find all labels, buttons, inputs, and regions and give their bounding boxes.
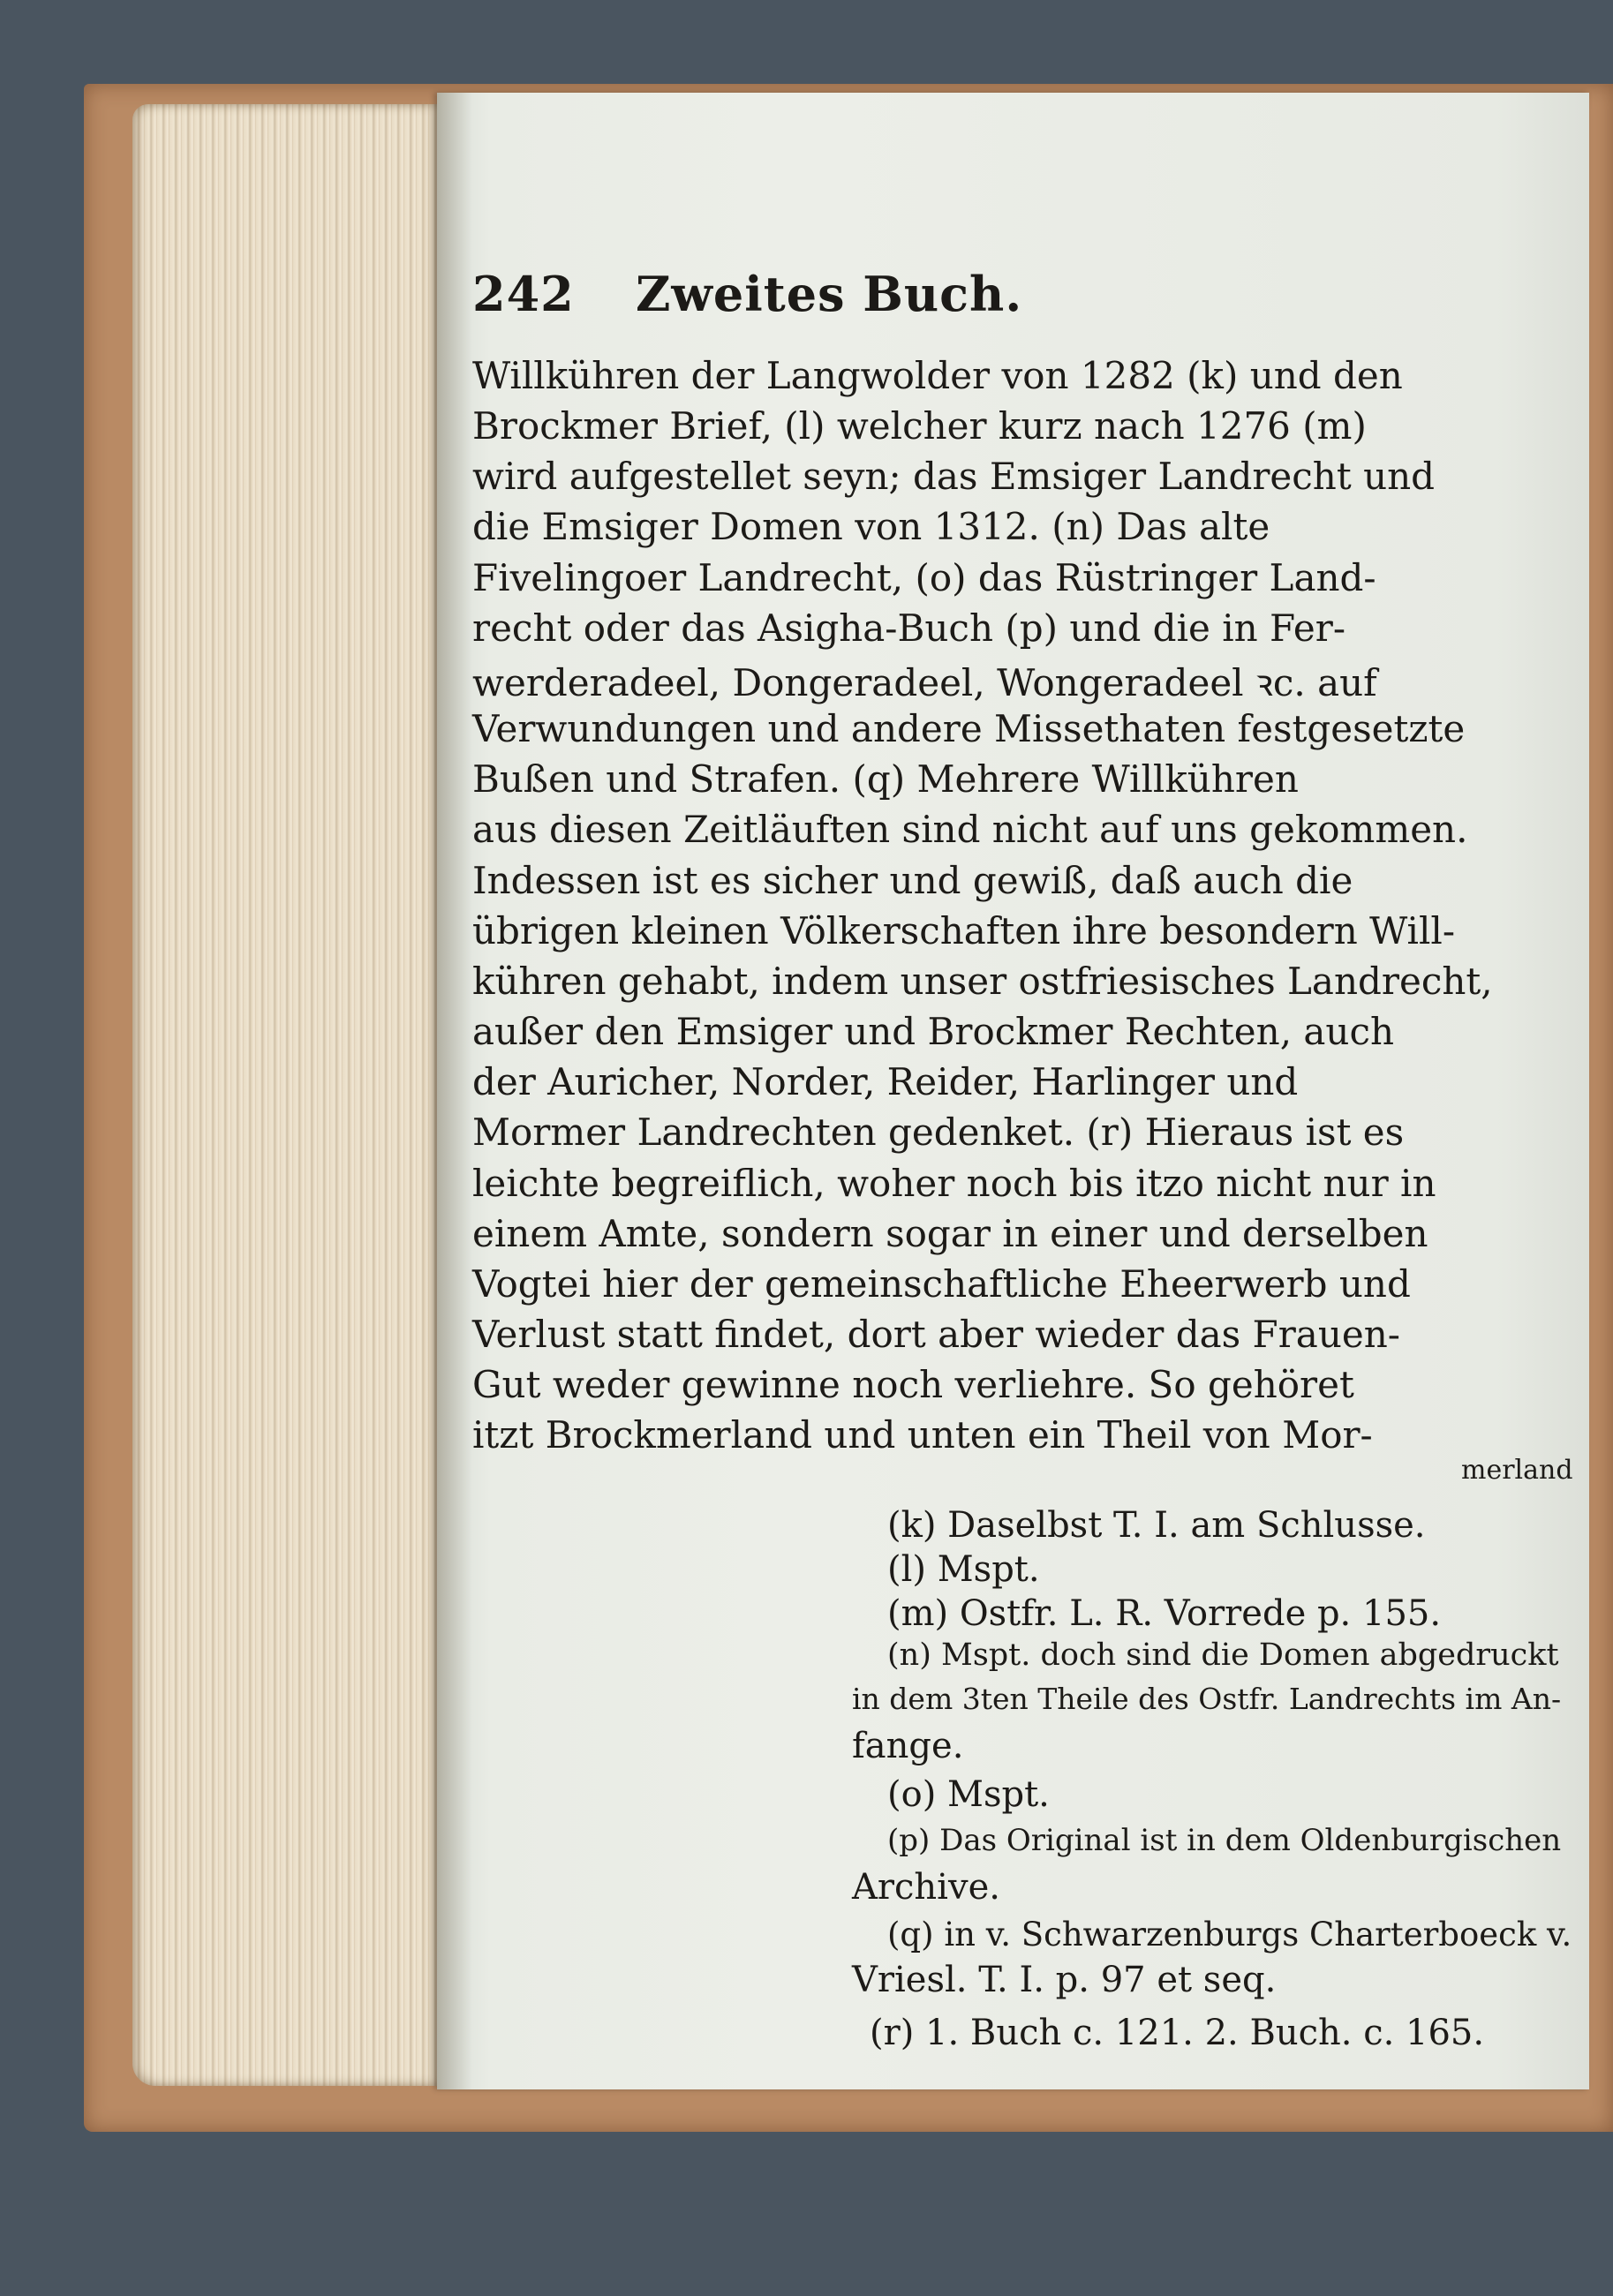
- body-line: Brockmer Brief, (l) welcher kurz nach 1276 (m): [472, 404, 1367, 448]
- footnote-line: Vriesl. T. I. p. 97 et seq.: [852, 1960, 1277, 2000]
- body-line: übrigen kleinen Völkerschaften ihre besondern Will-: [472, 909, 1456, 952]
- body-line: Verwundungen und andere Missethaten festgesetzte: [472, 707, 1466, 750]
- page-number: 242: [472, 266, 575, 322]
- body-line: Indessen ist es sicher und gewiß, daß auch die: [472, 859, 1353, 902]
- footnote-line: (p) Das Original ist in dem Oldenburgischen: [887, 1823, 1562, 1858]
- body-line: Verlust statt findet, dort aber wieder das Frauen-: [472, 1313, 1400, 1356]
- body-line: der Auricher, Norder, Reider, Harlinger und: [472, 1060, 1299, 1103]
- body-line: aus diesen Zeitläuften sind nicht auf uns gekommen.: [472, 808, 1468, 851]
- body-line: Vogtei hier der gemeinschaftliche Eheerwerb und: [472, 1262, 1411, 1306]
- footnote-line: Archive.: [852, 1867, 1000, 1908]
- running-title: Zweites Buch.: [636, 266, 1023, 322]
- page-edges: [132, 104, 437, 2086]
- page-gutter-shadow: [437, 93, 472, 2089]
- footnote-line: (q) in v. Schwarzenburgs Charterboeck v.: [887, 1916, 1572, 1953]
- book-page: [437, 93, 1589, 2089]
- footnote-line: (l) Mspt.: [887, 1549, 1040, 1590]
- footnote-line: in dem 3ten Theile des Ostfr. Landrechts im An-: [852, 1682, 1562, 1716]
- footnote-line: (o) Mspt.: [887, 1774, 1050, 1815]
- body-line: Fivelingoer Landrecht, (o) das Rüstringer Land-: [472, 556, 1376, 599]
- body-line: kühren gehabt, indem unser ostfriesisches Landrecht,: [472, 960, 1493, 1003]
- body-line: Gut weder gewinne noch verliehre. So gehöret: [472, 1363, 1354, 1406]
- body-line: werderadeel, Dongeradeel, Wongeradeel ꝛc. auf: [472, 661, 1377, 704]
- footnote-line: (r) 1. Buch c. 121. 2. Buch. c. 165.: [870, 2013, 1485, 2053]
- body-line: itzt Brockmerland und unten ein Theil von Mor-: [472, 1413, 1373, 1457]
- body-line: die Emsiger Domen von 1312. (n) Das alte: [472, 505, 1270, 548]
- footnote-line: fange.: [852, 1726, 964, 1766]
- body-line: außer den Emsiger und Brockmer Rechten, auch: [472, 1010, 1395, 1053]
- body-line: wird aufgestellet seyn; das Emsiger Landrecht und: [472, 455, 1436, 498]
- body-line: recht oder das Asigha-Buch (p) und die in Fer-: [472, 606, 1346, 650]
- body-line: Mormer Landrechten gedenket. (r) Hieraus ist es: [472, 1110, 1405, 1154]
- footnote-line: (m) Ostfr. L. R. Vorrede p. 155.: [887, 1593, 1442, 1634]
- footnote-line: (k) Daselbst T. I. am Schlusse.: [887, 1505, 1426, 1546]
- catchword: merland: [1461, 1455, 1573, 1486]
- body-line: Bußen und Strafen. (q) Mehrere Willkühren: [472, 757, 1299, 801]
- footnote-line: (n) Mspt. doch sind die Domen abgedruckt: [887, 1637, 1559, 1673]
- body-line: einem Amte, sondern sogar in einer und derselben: [472, 1212, 1428, 1255]
- body-line: leichte begreiflich, woher noch bis itzo nicht nur in: [472, 1162, 1436, 1205]
- body-line: Willkühren der Langwolder von 1282 (k) und den: [472, 354, 1403, 397]
